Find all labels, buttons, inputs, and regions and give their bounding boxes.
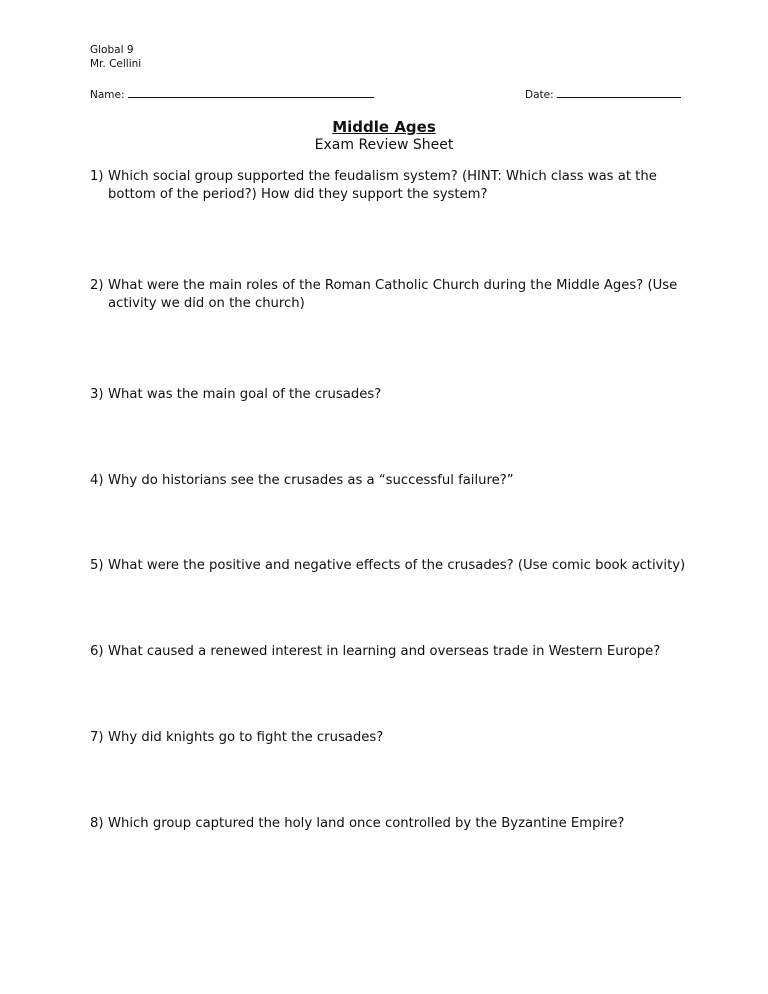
question-text: Why do historians see the crusades as a “successful failure?”: [108, 473, 514, 488]
name-label: Name:: [90, 89, 125, 101]
question-1: [90, 168, 690, 203]
question-text: Which group captured the holy land once controlled by the Byzantine Empire?: [108, 816, 625, 831]
question-text: Which social group supported the feudalism system? (HINT: Which class was at the bottom of the period?) How did they support the system?: [108, 169, 657, 202]
date-blank-line: [557, 87, 681, 98]
question-3: [90, 386, 690, 404]
question-4: [90, 472, 690, 490]
question-text: What was the main goal of the crusades?: [108, 387, 382, 402]
question-number: 6): [90, 644, 104, 659]
question-number: 2): [90, 278, 104, 293]
date-label: Date:: [525, 89, 554, 101]
question-5: [90, 557, 690, 575]
name-field: [90, 87, 374, 102]
question-number: 8): [90, 816, 104, 831]
question-6: [90, 643, 690, 661]
question-text: What caused a renewed interest in learning and overseas trade in Western Europe?: [108, 644, 661, 659]
question-number: 7): [90, 730, 104, 745]
question-7: [90, 729, 690, 747]
question-8: [90, 815, 690, 833]
question-2: [90, 277, 690, 312]
date-field: [525, 87, 681, 102]
name-blank-line: [128, 87, 374, 98]
question-number: 3): [90, 387, 104, 402]
question-number: 5): [90, 558, 104, 573]
question-number: 4): [90, 473, 104, 488]
page-subtitle: Exam Review Sheet: [314, 137, 454, 153]
page-title: Middle Ages: [332, 118, 436, 136]
question-text: Why did knights go to fight the crusades?: [108, 730, 384, 745]
teacher-label: Mr. Cellini: [90, 58, 142, 70]
question-text: What were the main roles of the Roman Catholic Church during the Middle Ages? (Use activity we did on the church): [108, 278, 678, 311]
question-number: 1): [90, 169, 104, 184]
course-label: Global 9: [90, 44, 134, 56]
question-text: What were the positive and negative effects of the crusades? (Use comic book activity): [108, 558, 686, 573]
